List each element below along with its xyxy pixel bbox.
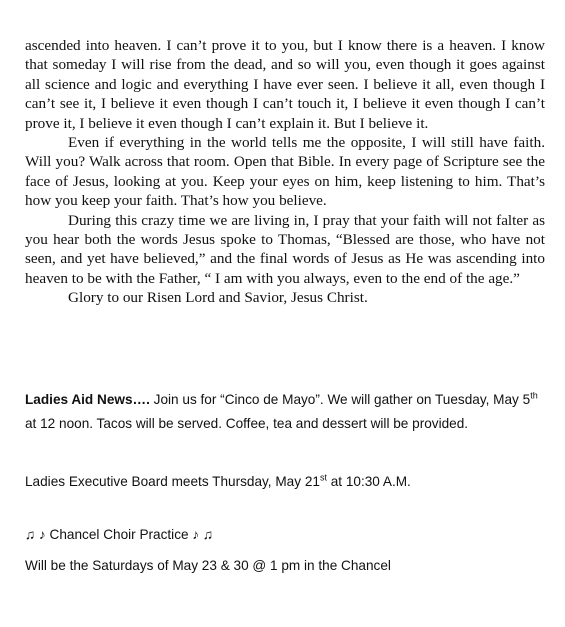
board-text: Ladies Executive Board meets Thursday, May 21 xyxy=(25,474,320,489)
sermon-paragraph: During this crazy time we are living in, I pray that your faith will not falter as you hear both the words Jesus spoke to Thomas, “Blessed are those, who have not seen, and yet have believed,” and the final words of Jesus as He was ascending into heaven to be with the Father, “ I am with you always, even to the end of the age.” xyxy=(25,211,545,287)
choir-practice-title: ♫ ♪ Chancel Choir Practice ♪ ♫ xyxy=(25,527,214,542)
ordinal-suffix: st xyxy=(319,472,327,483)
ladies-aid-news xyxy=(25,388,545,436)
sermon-closing: Glory to our Risen Lord and Savior, Jesus Christ. xyxy=(68,289,368,307)
sermon-text xyxy=(25,36,545,308)
executive-board-notice xyxy=(25,472,411,492)
ladies-aid-text: Join us for “Cinco de Mayo”. We will gather on Tuesday, May 5 xyxy=(149,392,531,407)
choir-practice-schedule: Will be the Saturdays of May 23 & 30 @ 1 pm in the Chancel xyxy=(25,558,391,573)
ladies-aid-text: at 12 noon. Tacos will be served. Coffee, tea and dessert will be provided. xyxy=(25,416,469,431)
ordinal-suffix: th xyxy=(530,390,538,401)
ladies-aid-headline: Ladies Aid News…. xyxy=(25,392,150,407)
ladies-aid-paragraph xyxy=(25,388,545,436)
sermon-paragraph: Even if everything in the world tells me the opposite, I will still have faith. Will you? Walk across that room. Open that Bible. In every page of Scripture see the face of Jesus, looking at you. Keep your eyes on him, keep listening to him. That’s how you keep your faith. That’s how you believe. xyxy=(25,134,545,210)
board-text: at 10:30 A.M. xyxy=(326,474,411,489)
sermon-paragraph: ascended into heaven. I can’t prove it to you, but I know there is a heaven. I know that someday I will rise from the dead, and so will you, even though it goes against all science and logic and everything I have ever seen. I believe it all, even though I can’t see it, I believe it even though I can’t touch it, I believe it even though I can’t prove it, I believe it even though I can’t explain it. But I believe it. xyxy=(25,37,545,132)
